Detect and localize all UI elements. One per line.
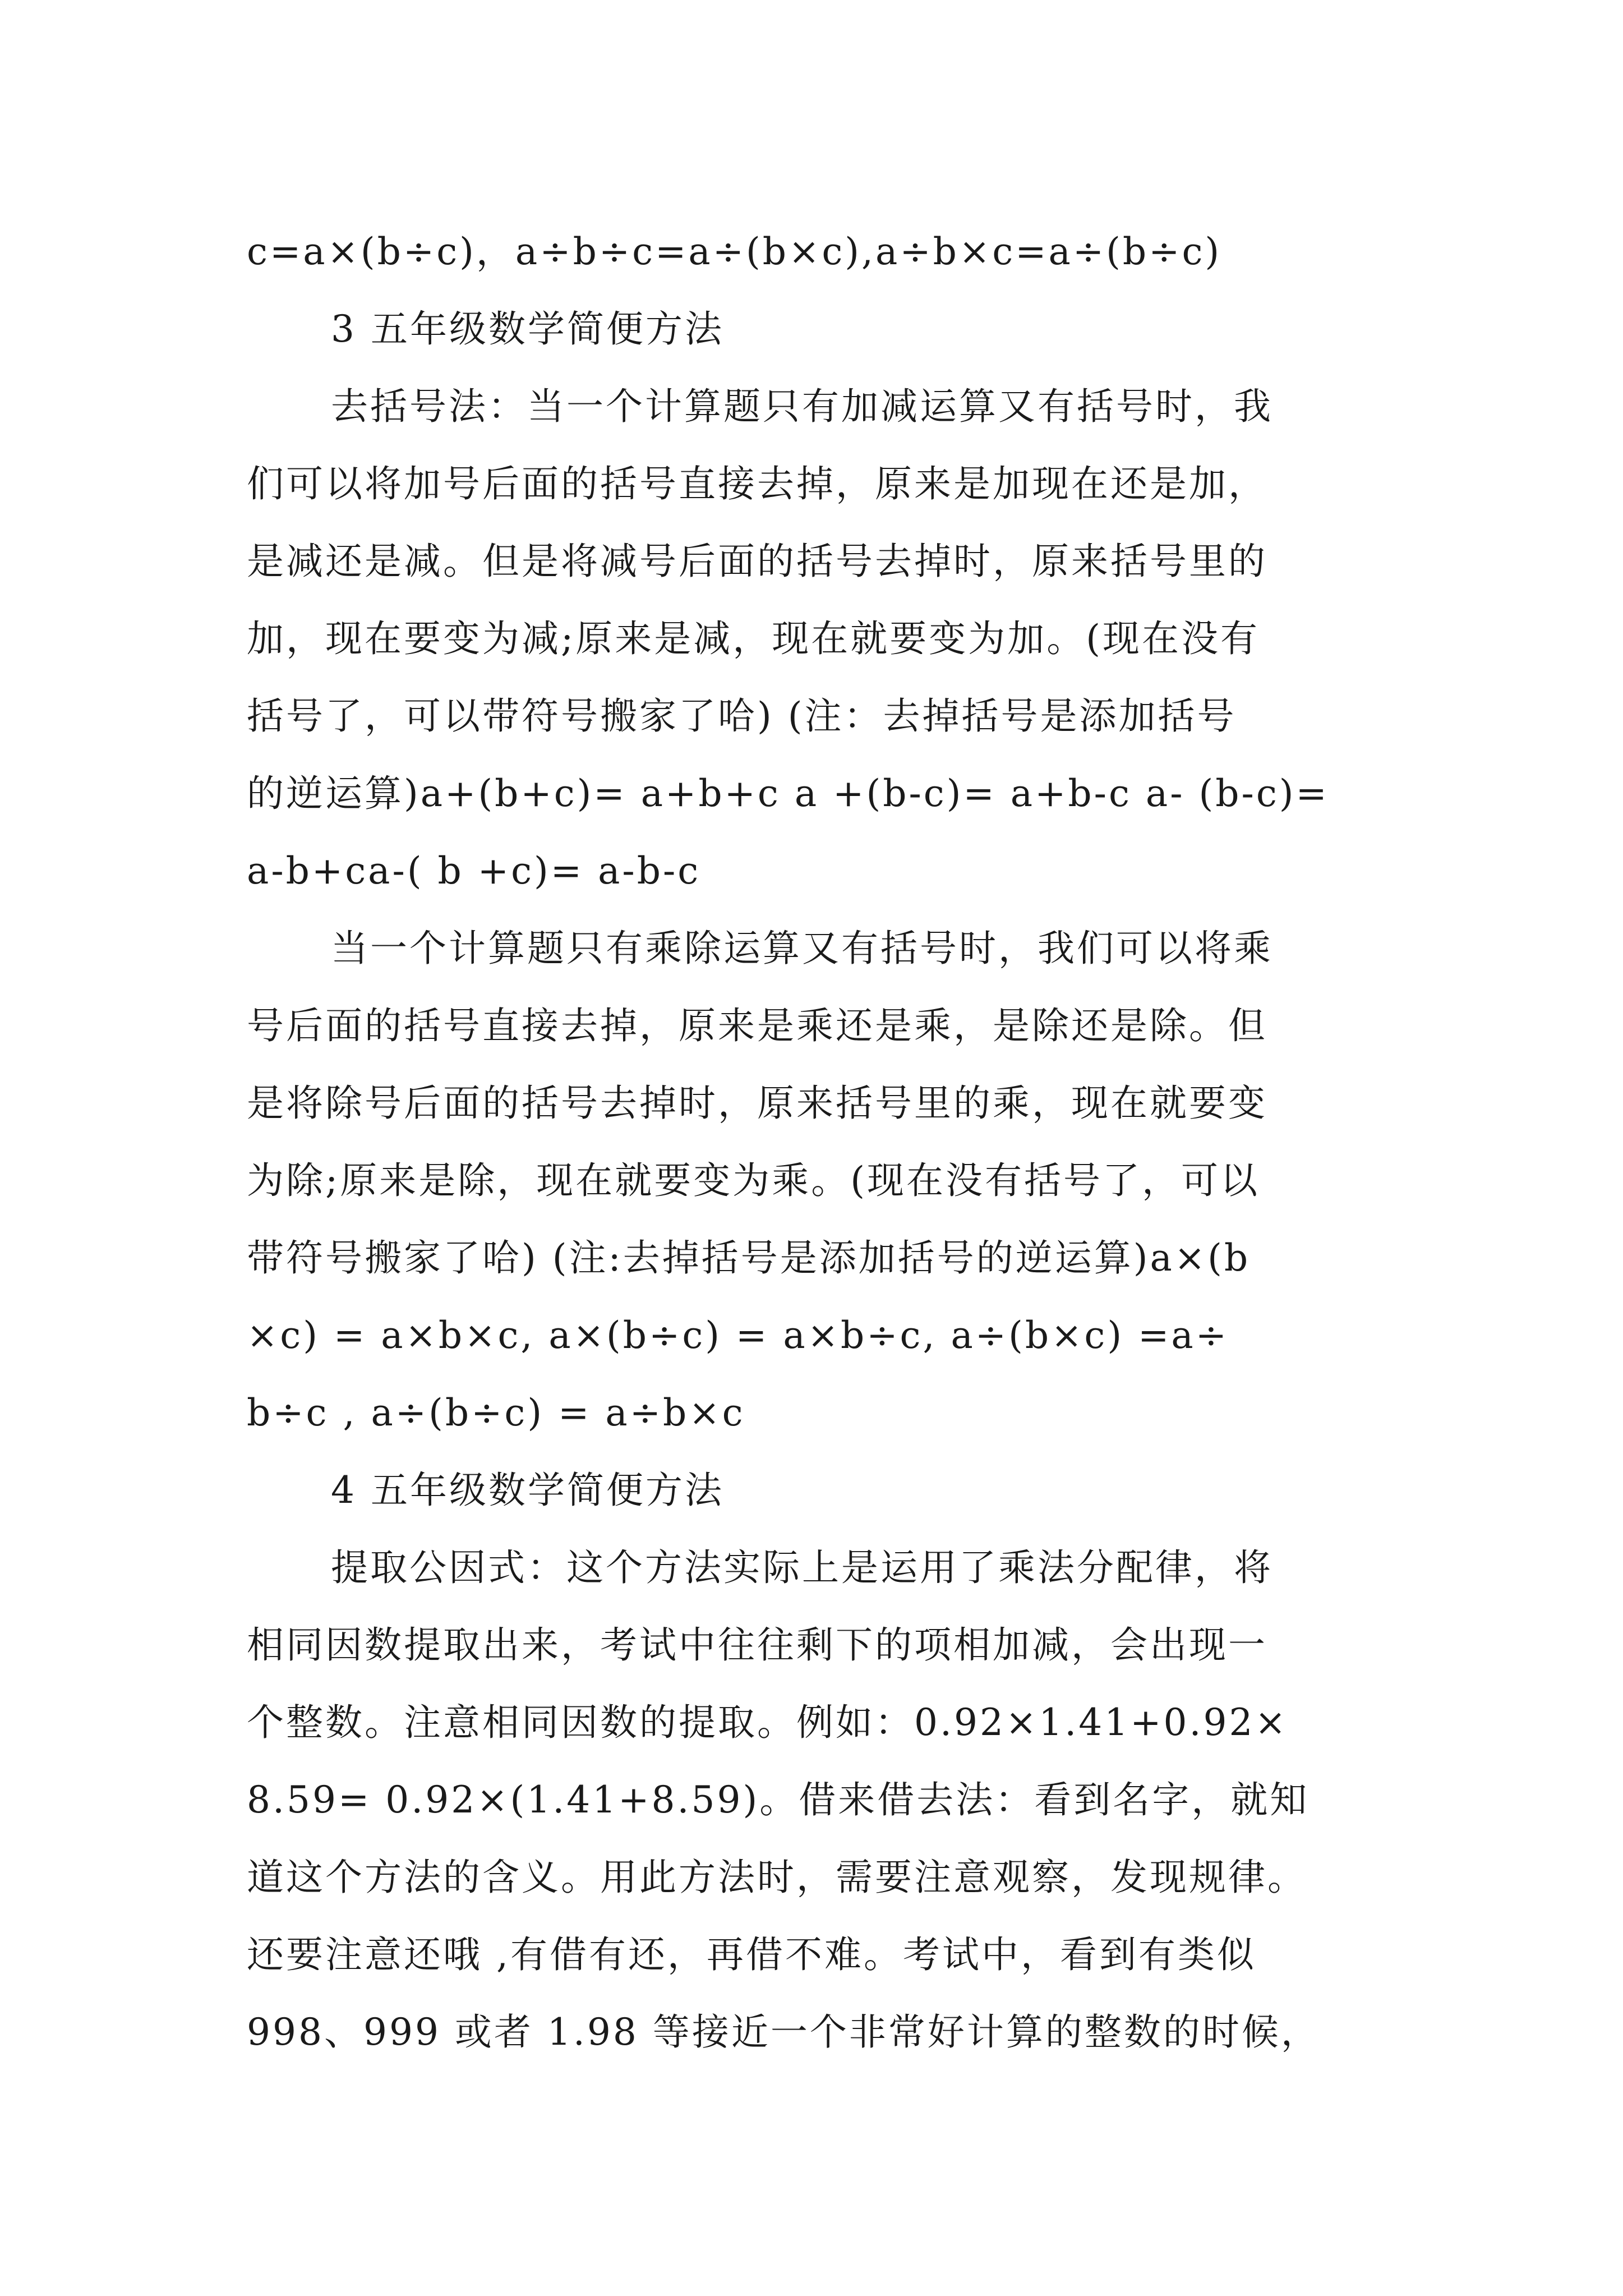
section-heading: 4 五年级数学简便方法 bbox=[331, 1469, 724, 1512]
text-line: 道这个方法的含义。用此方法时，需要注意观察，发现规律。 bbox=[247, 1856, 1307, 1899]
text-line: 带符号搬家了哈) (注:去掉括号是添加括号的逆运算)a×(b bbox=[247, 1236, 1251, 1280]
text-line: 加，现在要变为减;原来是减，现在就要变为加。(现在没有 bbox=[247, 617, 1260, 660]
text-line: 还要注意还哦 ,有借有还，再借不难。考试中，看到有类似 bbox=[247, 1933, 1256, 1976]
text-line: 为除;原来是除，现在就要变为乘。(现在没有括号了，可以 bbox=[247, 1159, 1260, 1202]
text-line: 是减还是减。但是将减号后面的括号去掉时，原来括号里的 bbox=[247, 540, 1267, 583]
text-line: 去括号法：当一个计算题只有加减运算又有括号时，我 bbox=[331, 385, 1273, 428]
text-line: a-b+ca-( b +c)= a-b-c bbox=[247, 849, 701, 892]
text-line: 提取公因式：这个方法实际上是运用了乘法分配律，将 bbox=[331, 1546, 1273, 1589]
text-line: 号后面的括号直接去掉，原来是乘还是乘，是除还是除。但 bbox=[247, 1004, 1267, 1047]
text-line: b÷c , a÷(b÷c) = a÷b×c bbox=[247, 1391, 745, 1434]
text-line: ×c) = a×b×c, a×(b÷c) = a×b÷c, a÷(b×c) =a÷ bbox=[247, 1314, 1229, 1357]
text-line: c=a×(b÷c)，a÷b÷c=a÷(b×c),a÷b×c=a÷(b÷c) bbox=[247, 230, 1222, 273]
text-line: 个整数。注意相同因数的提取。例如：0.92×1.41+0.92× bbox=[247, 1701, 1288, 1744]
text-line: 括号了，可以带符号搬家了哈) (注：去掉括号是添加括号 bbox=[247, 694, 1237, 738]
document-body bbox=[247, 213, 1391, 2071]
text-line: 的逆运算)a+(b+c)= a+b+c a +(b-c)= a+b-c a- (b-c)= bbox=[247, 772, 1329, 815]
text-line: 是将除号后面的括号去掉时，原来括号里的乘，现在就要变 bbox=[247, 1082, 1267, 1125]
section-heading: 3 五年级数学简便方法 bbox=[331, 307, 724, 351]
text-line: 们可以将加号后面的括号直接去掉，原来是加现在还是加， bbox=[247, 462, 1267, 505]
text-line: 相同因数提取出来，考试中往往剩下的项相加减，会出现一 bbox=[247, 1623, 1267, 1667]
text-line: 998、999 或者 1.98 等接近一个非常好计算的整数的时候， bbox=[247, 2010, 1320, 2054]
text-line: 8.59= 0.92×(1.41+8.59)。借来借去法：看到名字，就知 bbox=[247, 1778, 1310, 1821]
text-line: 当一个计算题只有乘除运算又有括号时，我们可以将乘 bbox=[331, 927, 1273, 970]
